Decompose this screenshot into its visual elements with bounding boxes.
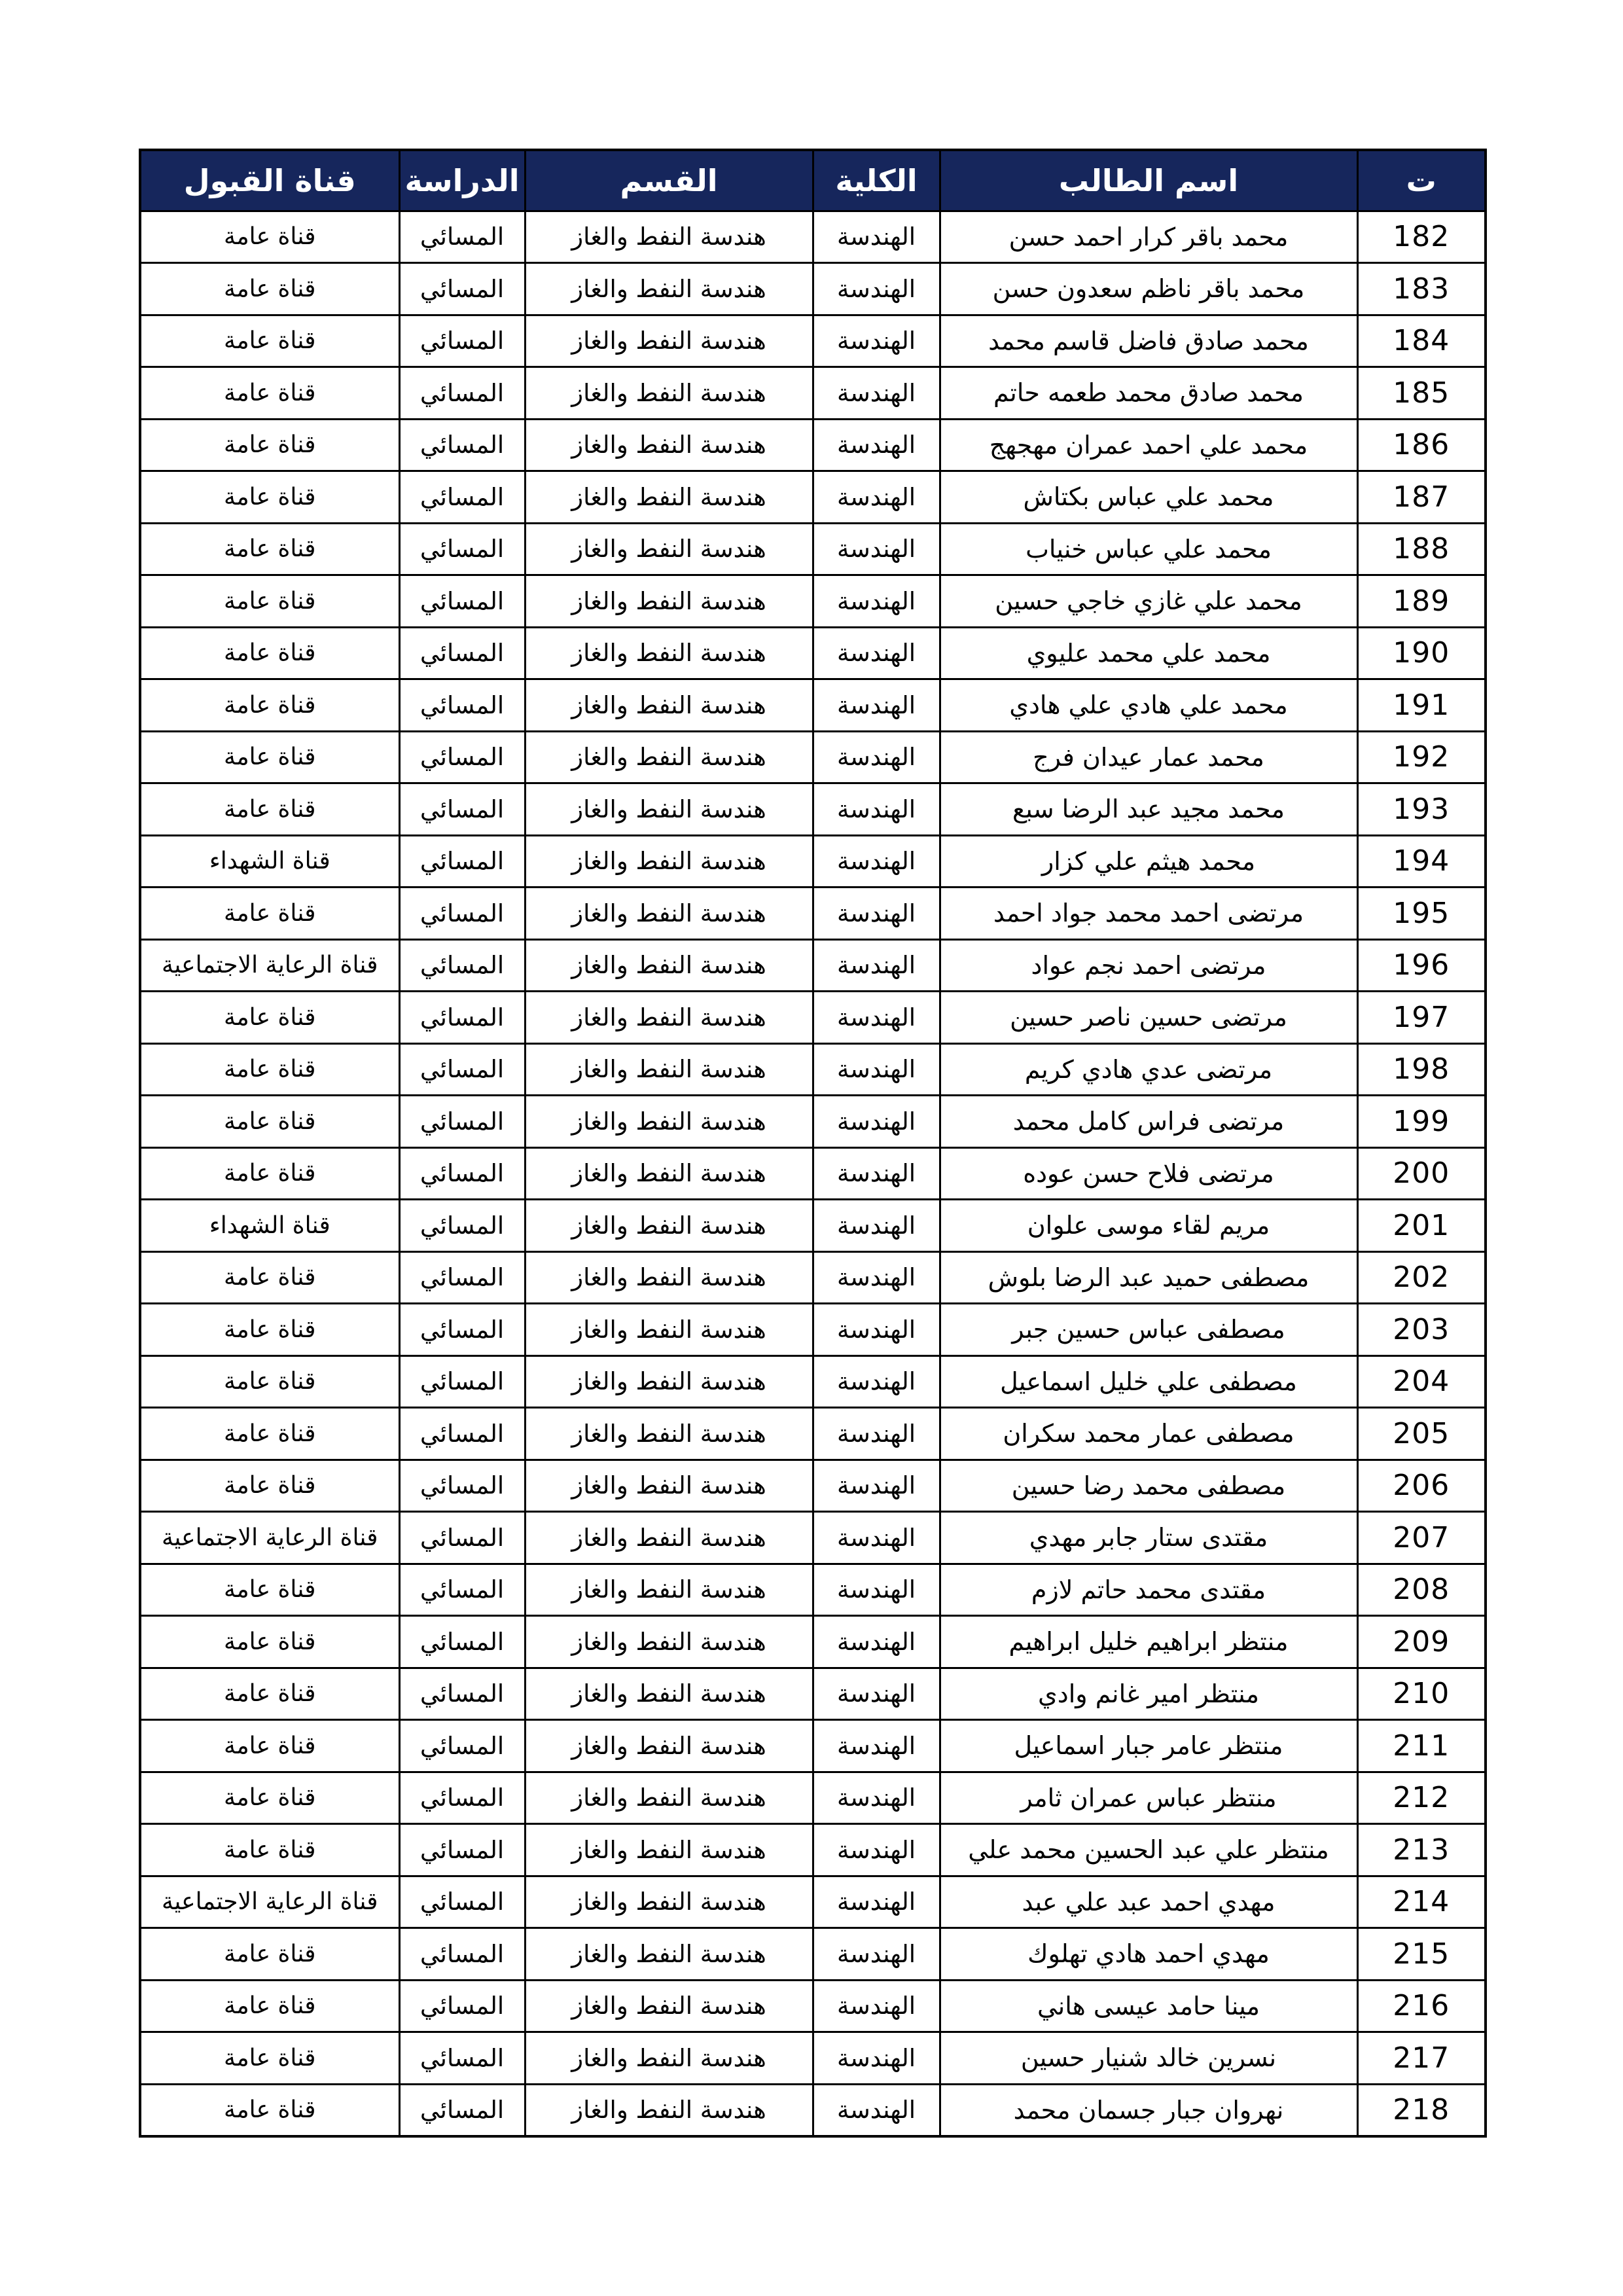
table-row xyxy=(140,1251,1486,1304)
header-admission-channel: قناة القبول xyxy=(140,150,399,211)
cell-college: الهندسة xyxy=(813,1824,940,1876)
cell-college: الهندسة xyxy=(813,1043,940,1096)
cell-admission-channel: قناة عامة xyxy=(140,679,399,732)
cell-college: الهندسة xyxy=(813,1251,940,1304)
cell-student-name: محمد علي محمد عليوي xyxy=(940,627,1357,679)
cell-study: المسائي xyxy=(399,992,525,1044)
cell-serial: 212 xyxy=(1357,1772,1486,1824)
cell-serial: 185 xyxy=(1357,367,1486,420)
cell-admission-channel: قناة عامة xyxy=(140,627,399,679)
cell-serial: 189 xyxy=(1357,575,1486,628)
table-row xyxy=(140,1355,1486,1408)
cell-department: هندسة النفط والغاز xyxy=(525,1304,813,1356)
cell-student-name: مصطفى عباس حسين جبر xyxy=(940,1304,1357,1356)
cell-department: هندسة النفط والغاز xyxy=(525,1147,813,1200)
table-header xyxy=(140,150,1486,211)
cell-college: الهندسة xyxy=(813,1096,940,1148)
cell-college: الهندسة xyxy=(813,1928,940,1981)
cell-student-name: منتظر عباس عمران ثامر xyxy=(940,1772,1357,1824)
table-row xyxy=(140,1043,1486,1096)
cell-college: الهندسة xyxy=(813,1512,940,1564)
cell-admission-channel: قناة عامة xyxy=(140,419,399,471)
cell-department: هندسة النفط والغاز xyxy=(525,1928,813,1981)
cell-department: هندسة النفط والغاز xyxy=(525,1355,813,1408)
cell-study: المسائي xyxy=(399,1616,525,1668)
cell-study: المسائي xyxy=(399,367,525,420)
cell-study: المسائي xyxy=(399,2032,525,2085)
cell-student-name: محمد علي غازي خاجي حسين xyxy=(940,575,1357,628)
cell-serial: 193 xyxy=(1357,783,1486,836)
cell-department: هندسة النفط والغاز xyxy=(525,1772,813,1824)
table-row xyxy=(140,835,1486,888)
cell-admission-channel: قناة عامة xyxy=(140,1408,399,1460)
table-row xyxy=(140,263,1486,315)
cell-study: المسائي xyxy=(399,1564,525,1616)
cell-department: هندسة النفط والغاز xyxy=(525,1564,813,1616)
cell-study: المسائي xyxy=(399,1460,525,1512)
cell-department: هندسة النفط والغاز xyxy=(525,783,813,836)
cell-admission-channel: قناة عامة xyxy=(140,2032,399,2085)
cell-admission-channel: قناة عامة xyxy=(140,1616,399,1668)
cell-admission-channel: قناة عامة xyxy=(140,1772,399,1824)
cell-study: المسائي xyxy=(399,419,525,471)
cell-college: الهندسة xyxy=(813,1564,940,1616)
cell-study: المسائي xyxy=(399,1980,525,2032)
cell-serial: 214 xyxy=(1357,1876,1486,1928)
cell-department: هندسة النفط والغاز xyxy=(525,263,813,315)
cell-serial: 182 xyxy=(1357,211,1486,263)
cell-college: الهندسة xyxy=(813,1876,940,1928)
cell-admission-channel: قناة عامة xyxy=(140,888,399,940)
cell-study: المسائي xyxy=(399,1512,525,1564)
cell-serial: 190 xyxy=(1357,627,1486,679)
cell-study: المسائي xyxy=(399,1043,525,1096)
cell-student-name: مرتضى فلاح حسن عوده xyxy=(940,1147,1357,1200)
cell-department: هندسة النفط والغاز xyxy=(525,1668,813,1720)
table-row xyxy=(140,1304,1486,1356)
table-row xyxy=(140,939,1486,992)
cell-serial: 188 xyxy=(1357,523,1486,575)
cell-admission-channel: قناة عامة xyxy=(140,1147,399,1200)
cell-admission-channel: قناة عامة xyxy=(140,731,399,783)
cell-student-name: مريم لقاء موسى علوان xyxy=(940,1200,1357,1252)
cell-admission-channel: قناة عامة xyxy=(140,1043,399,1096)
cell-serial: 186 xyxy=(1357,419,1486,471)
cell-study: المسائي xyxy=(399,211,525,263)
cell-department: هندسة النفط والغاز xyxy=(525,1043,813,1096)
header-row xyxy=(140,150,1486,211)
table-row xyxy=(140,1720,1486,1772)
cell-serial: 211 xyxy=(1357,1720,1486,1772)
cell-admission-channel: قناة عامة xyxy=(140,315,399,367)
cell-admission-channel: قناة عامة xyxy=(140,263,399,315)
cell-department: هندسة النفط والغاز xyxy=(525,367,813,420)
cell-serial: 200 xyxy=(1357,1147,1486,1200)
cell-college: الهندسة xyxy=(813,1460,940,1512)
cell-study: المسائي xyxy=(399,315,525,367)
table-row xyxy=(140,1200,1486,1252)
cell-department: هندسة النفط والغاز xyxy=(525,1512,813,1564)
cell-student-name: محمد علي احمد عمران مهجهج xyxy=(940,419,1357,471)
cell-serial: 184 xyxy=(1357,315,1486,367)
cell-student-name: مرتضى عدي هادي كريم xyxy=(940,1043,1357,1096)
cell-study: المسائي xyxy=(399,1408,525,1460)
cell-serial: 196 xyxy=(1357,939,1486,992)
cell-student-name: منتظر ابراهيم خليل ابراهيم xyxy=(940,1616,1357,1668)
cell-study: المسائي xyxy=(399,1251,525,1304)
cell-department: هندسة النفط والغاز xyxy=(525,575,813,628)
cell-student-name: منتظر عامر جبار اسماعيل xyxy=(940,1720,1357,1772)
cell-admission-channel: قناة عامة xyxy=(140,2084,399,2136)
cell-study: المسائي xyxy=(399,835,525,888)
cell-admission-channel: قناة عامة xyxy=(140,1460,399,1512)
cell-student-name: مرتضى حسين ناصر حسين xyxy=(940,992,1357,1044)
cell-student-name: مصطفى عمار محمد سكران xyxy=(940,1408,1357,1460)
cell-college: الهندسة xyxy=(813,575,940,628)
table-row xyxy=(140,731,1486,783)
table-row xyxy=(140,1616,1486,1668)
cell-department: هندسة النفط والغاز xyxy=(525,1720,813,1772)
table-row xyxy=(140,1824,1486,1876)
cell-admission-channel: قناة عامة xyxy=(140,1564,399,1616)
cell-college: الهندسة xyxy=(813,1147,940,1200)
cell-study: المسائي xyxy=(399,575,525,628)
cell-admission-channel: قناة عامة xyxy=(140,575,399,628)
cell-serial: 191 xyxy=(1357,679,1486,732)
cell-study: المسائي xyxy=(399,1096,525,1148)
cell-college: الهندسة xyxy=(813,1355,940,1408)
cell-college: الهندسة xyxy=(813,1616,940,1668)
cell-department: هندسة النفط والغاز xyxy=(525,835,813,888)
cell-college: الهندسة xyxy=(813,523,940,575)
cell-college: الهندسة xyxy=(813,315,940,367)
table-row xyxy=(140,1147,1486,1200)
cell-study: المسائي xyxy=(399,1824,525,1876)
cell-admission-channel: قناة الرعاية الاجتماعية xyxy=(140,939,399,992)
table-row xyxy=(140,315,1486,367)
cell-admission-channel: قناة عامة xyxy=(140,1304,399,1356)
cell-department: هندسة النفط والغاز xyxy=(525,1096,813,1148)
cell-department: هندسة النفط والغاز xyxy=(525,1980,813,2032)
cell-serial: 205 xyxy=(1357,1408,1486,1460)
cell-department: هندسة النفط والغاز xyxy=(525,419,813,471)
cell-college: الهندسة xyxy=(813,2084,940,2136)
cell-study: المسائي xyxy=(399,1720,525,1772)
cell-college: الهندسة xyxy=(813,679,940,732)
cell-admission-channel: قناة عامة xyxy=(140,211,399,263)
cell-student-name: مرتضى احمد محمد جواد احمد xyxy=(940,888,1357,940)
cell-department: هندسة النفط والغاز xyxy=(525,211,813,263)
cell-student-name: محمد باقر كرار احمد حسن xyxy=(940,211,1357,263)
cell-student-name: محمد عمار عيدان فرج xyxy=(940,731,1357,783)
cell-student-name: مرتضى احمد نجم عواد xyxy=(940,939,1357,992)
table-row xyxy=(140,1096,1486,1148)
cell-study: المسائي xyxy=(399,1928,525,1981)
cell-department: هندسة النفط والغاز xyxy=(525,1616,813,1668)
cell-student-name: مينا حامد عيسى هاني xyxy=(940,1980,1357,2032)
cell-student-name: مهدي احمد هادي تهلوك xyxy=(940,1928,1357,1981)
table-row xyxy=(140,575,1486,628)
cell-department: هندسة النفط والغاز xyxy=(525,315,813,367)
cell-study: المسائي xyxy=(399,1147,525,1200)
cell-study: المسائي xyxy=(399,627,525,679)
cell-serial: 210 xyxy=(1357,1668,1486,1720)
cell-department: هندسة النفط والغاز xyxy=(525,1824,813,1876)
cell-college: الهندسة xyxy=(813,419,940,471)
cell-admission-channel: قناة عامة xyxy=(140,1824,399,1876)
table-row xyxy=(140,419,1486,471)
cell-serial: 195 xyxy=(1357,888,1486,940)
cell-college: الهندسة xyxy=(813,1408,940,1460)
cell-college: الهندسة xyxy=(813,1200,940,1252)
cell-study: المسائي xyxy=(399,1304,525,1356)
cell-admission-channel: قناة عامة xyxy=(140,1668,399,1720)
cell-study: المسائي xyxy=(399,471,525,524)
cell-college: الهندسة xyxy=(813,1772,940,1824)
cell-department: هندسة النفط والغاز xyxy=(525,888,813,940)
cell-college: الهندسة xyxy=(813,888,940,940)
cell-college: الهندسة xyxy=(813,783,940,836)
cell-department: هندسة النفط والغاز xyxy=(525,1251,813,1304)
cell-department: هندسة النفط والغاز xyxy=(525,1460,813,1512)
table-row xyxy=(140,1564,1486,1616)
cell-department: هندسة النفط والغاز xyxy=(525,679,813,732)
cell-student-name: مقتدى ستار جابر مهدي xyxy=(940,1512,1357,1564)
table-row xyxy=(140,1668,1486,1720)
cell-serial: 198 xyxy=(1357,1043,1486,1096)
table-row xyxy=(140,2032,1486,2085)
table-row xyxy=(140,627,1486,679)
cell-admission-channel: قناة عامة xyxy=(140,1355,399,1408)
cell-college: الهندسة xyxy=(813,263,940,315)
cell-study: المسائي xyxy=(399,888,525,940)
cell-serial: 183 xyxy=(1357,263,1486,315)
cell-admission-channel: قناة الشهداء xyxy=(140,1200,399,1252)
cell-serial: 203 xyxy=(1357,1304,1486,1356)
cell-serial: 187 xyxy=(1357,471,1486,524)
table-row xyxy=(140,1772,1486,1824)
cell-study: المسائي xyxy=(399,1772,525,1824)
cell-serial: 218 xyxy=(1357,2084,1486,2136)
cell-student-name: محمد صادق محمد طعمه حاتم xyxy=(940,367,1357,420)
cell-student-name: محمد هيثم علي كزار xyxy=(940,835,1357,888)
cell-serial: 206 xyxy=(1357,1460,1486,1512)
cell-student-name: محمد علي عباس خنياب xyxy=(940,523,1357,575)
cell-college: الهندسة xyxy=(813,1980,940,2032)
cell-student-name: محمد باقر ناظم سعدون حسن xyxy=(940,263,1357,315)
table-row xyxy=(140,992,1486,1044)
cell-admission-channel: قناة عامة xyxy=(140,1928,399,1981)
table-body xyxy=(140,211,1486,2136)
cell-admission-channel: قناة عامة xyxy=(140,992,399,1044)
cell-serial: 209 xyxy=(1357,1616,1486,1668)
cell-student-name: مهدي احمد عبد علي عبد xyxy=(940,1876,1357,1928)
cell-college: الهندسة xyxy=(813,835,940,888)
cell-department: هندسة النفط والغاز xyxy=(525,1876,813,1928)
table-row xyxy=(140,1980,1486,2032)
table-row xyxy=(140,783,1486,836)
cell-admission-channel: قناة الشهداء xyxy=(140,835,399,888)
cell-serial: 192 xyxy=(1357,731,1486,783)
cell-study: المسائي xyxy=(399,939,525,992)
cell-study: المسائي xyxy=(399,1668,525,1720)
cell-student-name: محمد علي عباس بكتاش xyxy=(940,471,1357,524)
table-row xyxy=(140,523,1486,575)
header-student-name: اسم الطالب xyxy=(940,150,1357,211)
cell-student-name: مصطفى علي خليل اسماعيل xyxy=(940,1355,1357,1408)
cell-department: هندسة النفط والغاز xyxy=(525,939,813,992)
cell-study: المسائي xyxy=(399,1355,525,1408)
cell-department: هندسة النفط والغاز xyxy=(525,1200,813,1252)
cell-serial: 199 xyxy=(1357,1096,1486,1148)
cell-college: الهندسة xyxy=(813,2032,940,2085)
cell-college: الهندسة xyxy=(813,992,940,1044)
header-serial: ت xyxy=(1357,150,1486,211)
cell-admission-channel: قناة عامة xyxy=(140,1096,399,1148)
cell-college: الهندسة xyxy=(813,471,940,524)
cell-college: الهندسة xyxy=(813,1304,940,1356)
cell-admission-channel: قناة الرعاية الاجتماعية xyxy=(140,1876,399,1928)
cell-college: الهندسة xyxy=(813,939,940,992)
cell-student-name: محمد مجيد عبد الرضا سبع xyxy=(940,783,1357,836)
cell-admission-channel: قناة الرعاية الاجتماعية xyxy=(140,1512,399,1564)
table-row xyxy=(140,211,1486,263)
cell-student-name: نهروان جبار جسمان محمد xyxy=(940,2084,1357,2136)
cell-admission-channel: قناة عامة xyxy=(140,1980,399,2032)
table-row xyxy=(140,1460,1486,1512)
cell-student-name: مرتضى فراس كامل محمد xyxy=(940,1096,1357,1148)
cell-serial: 204 xyxy=(1357,1355,1486,1408)
cell-college: الهندسة xyxy=(813,367,940,420)
header-college: الكلية xyxy=(813,150,940,211)
cell-student-name: محمد صادق فاضل قاسم محمد xyxy=(940,315,1357,367)
cell-serial: 216 xyxy=(1357,1980,1486,2032)
table-row xyxy=(140,1408,1486,1460)
cell-serial: 217 xyxy=(1357,2032,1486,2085)
table-row xyxy=(140,1512,1486,1564)
cell-college: الهندسة xyxy=(813,627,940,679)
table-row xyxy=(140,679,1486,732)
cell-serial: 194 xyxy=(1357,835,1486,888)
cell-study: المسائي xyxy=(399,783,525,836)
cell-study: المسائي xyxy=(399,523,525,575)
table-row xyxy=(140,888,1486,940)
cell-student-name: مصطفى محمد رضا حسين xyxy=(940,1460,1357,1512)
cell-study: المسائي xyxy=(399,1200,525,1252)
cell-study: المسائي xyxy=(399,731,525,783)
cell-serial: 213 xyxy=(1357,1824,1486,1876)
table-row xyxy=(140,471,1486,524)
cell-serial: 201 xyxy=(1357,1200,1486,1252)
cell-college: الهندسة xyxy=(813,1668,940,1720)
cell-serial: 197 xyxy=(1357,992,1486,1044)
cell-department: هندسة النفط والغاز xyxy=(525,2084,813,2136)
cell-admission-channel: قناة عامة xyxy=(140,471,399,524)
cell-student-name: مصطفى حميد عبد الرضا بلوش xyxy=(940,1251,1357,1304)
cell-department: هندسة النفط والغاز xyxy=(525,731,813,783)
cell-admission-channel: قناة عامة xyxy=(140,1251,399,1304)
cell-admission-channel: قناة عامة xyxy=(140,783,399,836)
cell-college: الهندسة xyxy=(813,1720,940,1772)
header-department: القسم xyxy=(525,150,813,211)
cell-department: هندسة النفط والغاز xyxy=(525,992,813,1044)
cell-college: الهندسة xyxy=(813,211,940,263)
cell-study: المسائي xyxy=(399,2084,525,2136)
cell-department: هندسة النفط والغاز xyxy=(525,627,813,679)
header-study: الدراسة xyxy=(399,150,525,211)
cell-department: هندسة النفط والغاز xyxy=(525,523,813,575)
cell-admission-channel: قناة عامة xyxy=(140,367,399,420)
cell-department: هندسة النفط والغاز xyxy=(525,1408,813,1460)
cell-study: المسائي xyxy=(399,679,525,732)
cell-serial: 202 xyxy=(1357,1251,1486,1304)
cell-admission-channel: قناة عامة xyxy=(140,523,399,575)
table-row xyxy=(140,1928,1486,1981)
cell-college: الهندسة xyxy=(813,731,940,783)
cell-serial: 208 xyxy=(1357,1564,1486,1616)
cell-admission-channel: قناة عامة xyxy=(140,1720,399,1772)
cell-student-name: محمد علي هادي علي هادي xyxy=(940,679,1357,732)
table-row xyxy=(140,1876,1486,1928)
cell-department: هندسة النفط والغاز xyxy=(525,2032,813,2085)
table-row xyxy=(140,367,1486,420)
cell-student-name: منتظر امير غانم وادي xyxy=(940,1668,1357,1720)
cell-study: المسائي xyxy=(399,1876,525,1928)
cell-serial: 207 xyxy=(1357,1512,1486,1564)
cell-study: المسائي xyxy=(399,263,525,315)
cell-student-name: منتظر علي عبد الحسين محمد علي xyxy=(940,1824,1357,1876)
cell-student-name: نسرين خالد شنيار حسين xyxy=(940,2032,1357,2085)
table-row xyxy=(140,2084,1486,2136)
cell-student-name: مقتدى محمد حاتم لازم xyxy=(940,1564,1357,1616)
cell-department: هندسة النفط والغاز xyxy=(525,471,813,524)
cell-serial: 215 xyxy=(1357,1928,1486,1981)
students-table xyxy=(139,149,1487,2138)
